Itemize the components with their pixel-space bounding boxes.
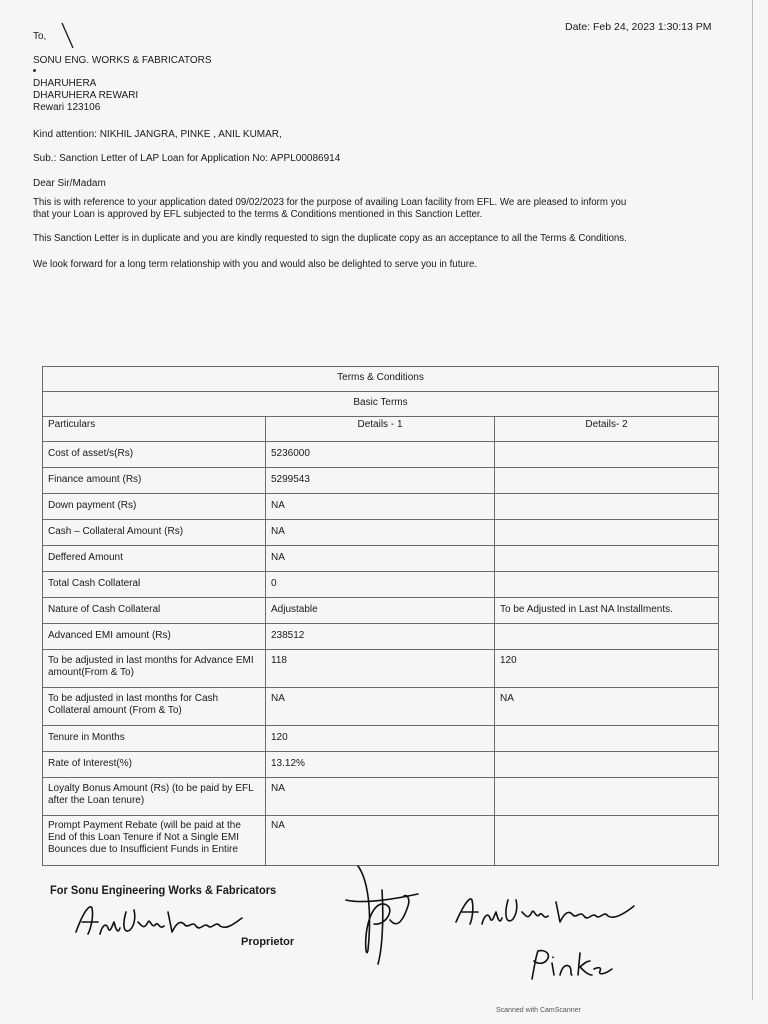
row-label: Advanced EMI amount (Rs) (43, 624, 266, 650)
to-label: To, (33, 31, 47, 42)
table-title: Terms & Conditions (43, 367, 719, 392)
row-label: Rate of Interest(%) (43, 752, 266, 778)
address-line-3: Rewari 123106 (33, 102, 101, 113)
row-detail-1: NA (266, 520, 495, 546)
table-row (43, 598, 719, 624)
row-detail-2 (495, 778, 719, 816)
row-label: Cost of asset/s(Rs) (43, 442, 266, 468)
row-detail-1: 5236000 (266, 442, 495, 468)
row-label: To be adjusted in last months for Cash Collateral amount (From & To) (43, 688, 266, 726)
row-detail-1: NA (266, 816, 495, 866)
paragraph-1-line-2: that your Loan is approved by EFL subjected to the terms & Conditions mentioned in this Sanction Letter. (33, 209, 483, 220)
row-label: Down payment (Rs) (43, 494, 266, 520)
table-row (43, 816, 719, 866)
pen-stroke-mark (58, 20, 78, 52)
row-label: Deffered Amount (43, 546, 266, 572)
salutation: Dear Sir/Madam (33, 178, 106, 189)
signature-anil-kumar-jangid-2 (452, 892, 642, 932)
row-detail-2: NA (495, 688, 719, 726)
kind-attention: Kind attention: NIKHIL JANGRA, PINKE , ANIL KUMAR, (33, 129, 282, 140)
row-detail-2 (495, 520, 719, 546)
signature-pinke (522, 945, 617, 985)
table-row (43, 494, 719, 520)
row-detail-2: 120 (495, 650, 719, 688)
row-label: Tenure in Months (43, 726, 266, 752)
table-row (43, 650, 719, 688)
row-detail-1: 238512 (266, 624, 495, 650)
header-details-1: Details - 1 (266, 417, 495, 442)
row-detail-1: 120 (266, 726, 495, 752)
row-label: Prompt Payment Rebate (will be paid at the End of this Loan Tenure if Not a Single EMI Bounces due to Insufficient Funds in Entire (43, 816, 266, 866)
row-label: Cash – Collateral Amount (Rs) (43, 520, 266, 546)
addressee-company: SONU ENG. WORKS & FABRICATORS (33, 55, 212, 66)
table-subtitle-row (43, 392, 719, 417)
paragraph-2: This Sanction Letter is in duplicate and you are kindly requested to sign the duplicate copy as an acceptance to all the Terms & Conditions. (33, 233, 627, 244)
row-detail-1: NA (266, 494, 495, 520)
row-detail-2 (495, 752, 719, 778)
row-detail-2 (495, 572, 719, 598)
row-detail-1: NA (266, 688, 495, 726)
row-label: To be adjusted in last months for Advance EMI amount(From & To) (43, 650, 266, 688)
table-row (43, 442, 719, 468)
row-label: Loyalty Bonus Amount (Rs) (to be paid by EFL after the Loan tenure) (43, 778, 266, 816)
row-detail-1: 13.12% (266, 752, 495, 778)
letter-date: Date: Feb 24, 2023 1:30:13 PM (565, 21, 712, 33)
signature-initials-scribble (338, 860, 428, 970)
company-stamp: For Sonu Engineering Works & Fabricators (50, 883, 277, 897)
row-detail-2 (495, 726, 719, 752)
subject-line: Sub.: Sanction Letter of LAP Loan for Application No: APPL00086914 (33, 153, 341, 164)
table-row (43, 546, 719, 572)
row-detail-2 (495, 442, 719, 468)
table-row (43, 572, 719, 598)
row-detail-1: 5299543 (266, 468, 495, 494)
table-row (43, 688, 719, 726)
header-particulars: Particulars (43, 417, 266, 442)
table-title-row (43, 367, 719, 392)
row-detail-1: 118 (266, 650, 495, 688)
row-detail-1: NA (266, 778, 495, 816)
row-detail-1: 0 (266, 572, 495, 598)
table-row (43, 624, 719, 650)
header-details-2: Details- 2 (495, 417, 719, 442)
row-detail-2 (495, 624, 719, 650)
table-row (43, 520, 719, 546)
row-detail-1: NA (266, 546, 495, 572)
row-label: Finance amount (Rs) (43, 468, 266, 494)
proprietor-label: Proprietor (241, 936, 295, 948)
terms-table (42, 366, 719, 866)
table-subtitle: Basic Terms (43, 392, 719, 417)
page-edge-line (752, 0, 753, 1000)
table-row (43, 468, 719, 494)
row-label: Nature of Cash Collateral (43, 598, 266, 624)
row-detail-2 (495, 494, 719, 520)
row-label: Total Cash Collateral (43, 572, 266, 598)
paragraph-3: We look forward for a long term relationship with you and would also be delighted to serve you in future. (33, 259, 478, 270)
address-line-1: DHARUHERA (33, 78, 97, 89)
table-header-row (43, 417, 719, 442)
table-row (43, 752, 719, 778)
signature-anil-kumar-jangid-1 (70, 900, 250, 940)
row-detail-2 (495, 468, 719, 494)
paragraph-1-line-1: This is with reference to your application dated 09/02/2023 for the purpose of availing Loan facility from EFL. We are pleased to inform you (33, 197, 627, 208)
row-detail-2: To be Adjusted in Last NA Installments. (495, 598, 719, 624)
row-detail-2 (495, 546, 719, 572)
table-row (43, 726, 719, 752)
row-detail-1: Adjustable (266, 598, 495, 624)
table-row (43, 778, 719, 816)
row-detail-2 (495, 816, 719, 866)
address-line-2: DHARUHERA REWARI (33, 90, 139, 101)
camscanner-watermark: Scanned with CamScanner (496, 1007, 581, 1014)
dot-mark (33, 69, 36, 72)
